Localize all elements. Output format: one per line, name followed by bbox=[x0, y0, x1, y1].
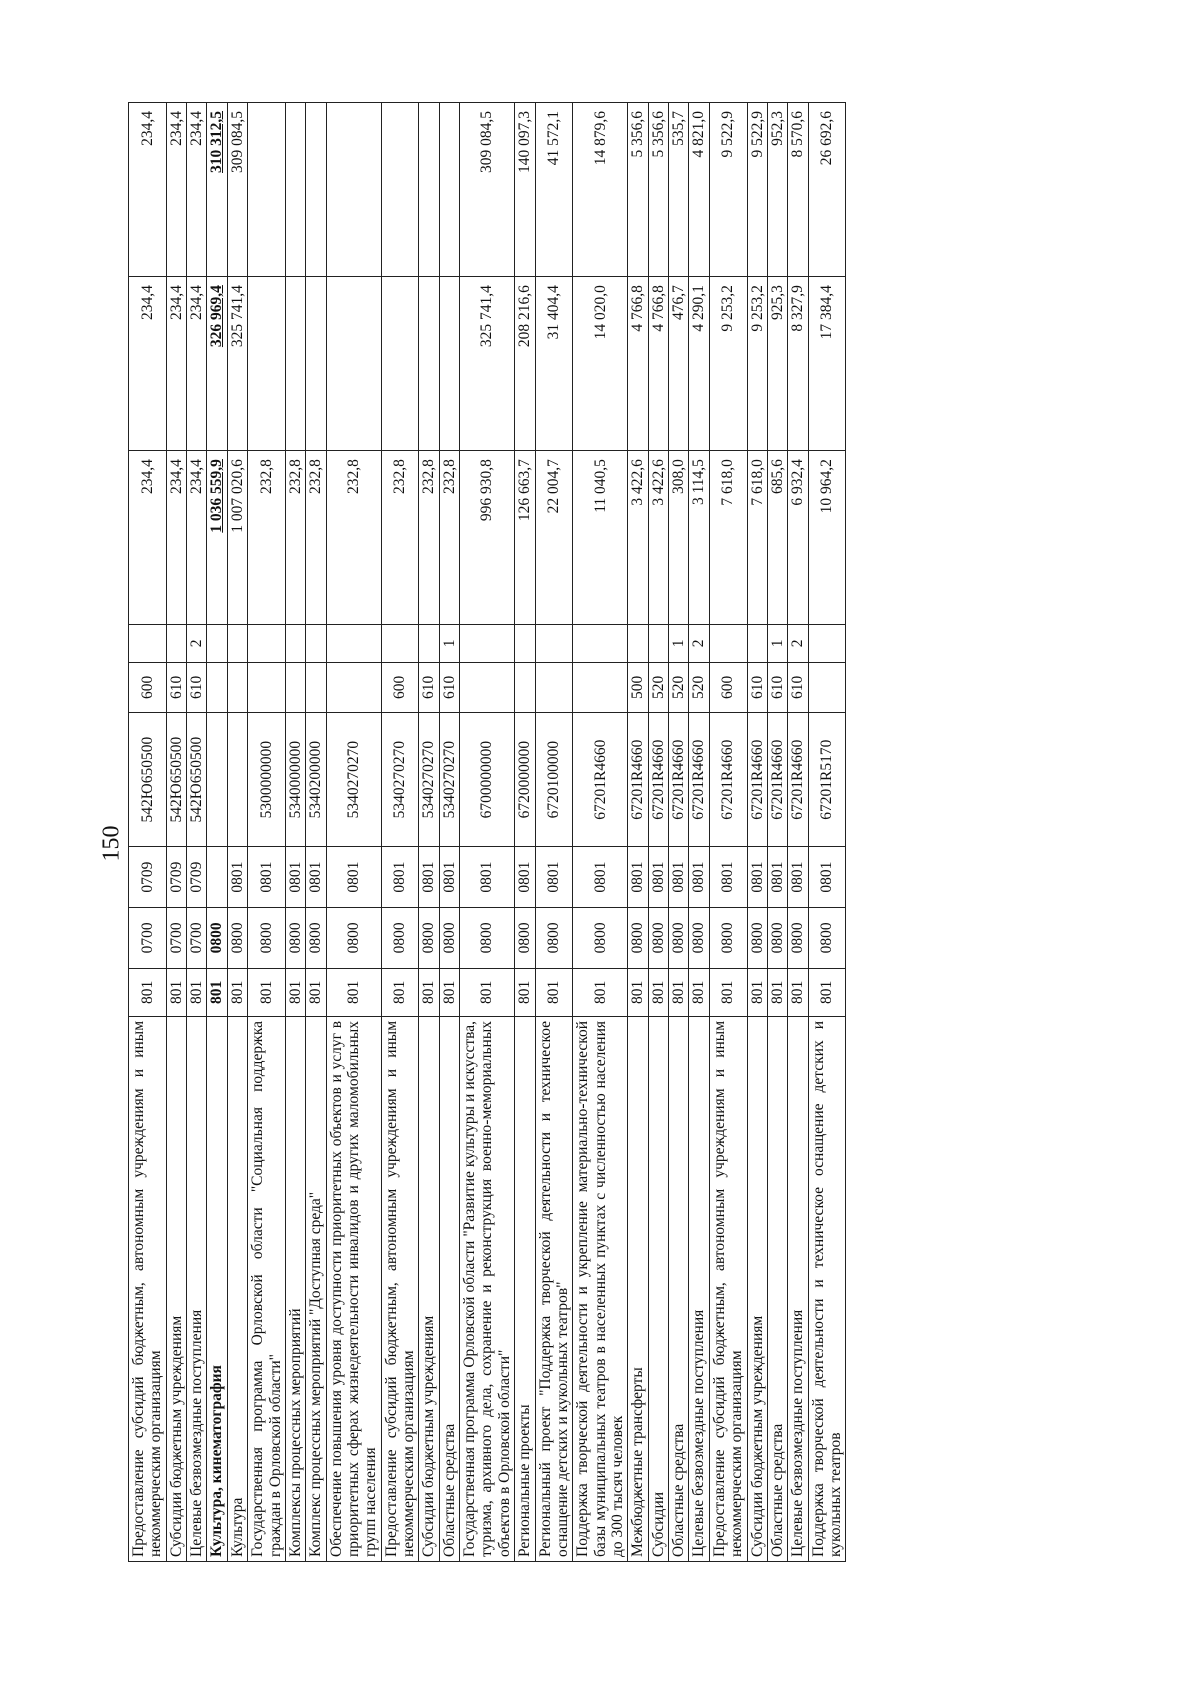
expense-type-cell: 600 bbox=[129, 662, 167, 712]
amount-year2-cell: 4 290,1 bbox=[689, 277, 709, 451]
subsection-code-cell: 0801 bbox=[439, 847, 459, 908]
target-code-cell: 542Ю650500 bbox=[129, 713, 167, 847]
amount-year3-cell bbox=[326, 103, 381, 277]
subsection-code-cell: 0801 bbox=[628, 847, 648, 908]
target-code-cell bbox=[207, 713, 227, 847]
amount-year1-cell: 232,8 bbox=[439, 451, 459, 625]
expense-type-cell: 610 bbox=[419, 662, 439, 712]
subsection-code-cell: 0801 bbox=[248, 847, 286, 908]
target-code-cell: 5340270270 bbox=[419, 713, 439, 847]
source-code-cell bbox=[709, 625, 747, 663]
source-code-cell bbox=[648, 625, 668, 663]
source-code-cell bbox=[808, 625, 846, 663]
table-row bbox=[709, 103, 747, 1562]
admin-code-cell: 801 bbox=[669, 968, 689, 1016]
expense-type-cell bbox=[285, 662, 305, 712]
subsection-code-cell: 0801 bbox=[808, 847, 846, 908]
amount-year3-cell: 234,4 bbox=[129, 103, 167, 277]
target-code-cell: 5340270270 bbox=[439, 713, 459, 847]
source-code-cell bbox=[207, 625, 227, 663]
expense-type-cell: 520 bbox=[648, 662, 668, 712]
subsection-code-cell bbox=[207, 847, 227, 908]
expense-type-cell bbox=[227, 662, 247, 712]
amount-year2-cell: 14 020,0 bbox=[573, 277, 628, 451]
amount-year2-cell: 17 384,4 bbox=[808, 277, 846, 451]
admin-code-cell: 801 bbox=[515, 968, 535, 1016]
amount-year1-cell: 1 036 559,9 bbox=[207, 451, 227, 625]
page-number: 150 bbox=[98, 825, 125, 862]
row-name-cell: Целевые безвозмездные поступления bbox=[187, 1016, 207, 1561]
amount-year3-cell: 309 084,5 bbox=[227, 103, 247, 277]
amount-year1-cell: 6 932,4 bbox=[788, 451, 808, 625]
admin-code-cell: 801 bbox=[166, 968, 186, 1016]
table-row bbox=[285, 103, 305, 1562]
expense-type-cell bbox=[306, 662, 326, 712]
target-code-cell: 67201R4660 bbox=[689, 713, 709, 847]
target-code-cell: 6720000000 bbox=[515, 713, 535, 847]
amount-year3-cell: 140 097,3 bbox=[515, 103, 535, 277]
admin-code-cell: 801 bbox=[709, 968, 747, 1016]
subsection-code-cell: 0801 bbox=[535, 847, 573, 908]
section-code-cell: 0800 bbox=[535, 908, 573, 969]
row-name-cell: Региональный проект "Поддержка творческой деятельности и техническое оснащение детских и кукольных театров" bbox=[535, 1016, 573, 1561]
subsection-code-cell: 0801 bbox=[515, 847, 535, 908]
amount-year1-cell: 232,8 bbox=[285, 451, 305, 625]
target-code-cell: 67201R4660 bbox=[648, 713, 668, 847]
amount-year1-cell: 126 663,7 bbox=[515, 451, 535, 625]
admin-code-cell: 801 bbox=[573, 968, 628, 1016]
source-code-cell: 1 bbox=[767, 625, 787, 663]
amount-year1-cell: 996 930,8 bbox=[460, 451, 515, 625]
amount-year3-cell: 309 084,5 bbox=[460, 103, 515, 277]
expense-type-cell: 500 bbox=[628, 662, 648, 712]
amount-year1-cell: 232,8 bbox=[381, 451, 419, 625]
admin-code-cell: 801 bbox=[788, 968, 808, 1016]
row-name-cell: Субсидии бюджетным учреждениям bbox=[747, 1016, 767, 1561]
table-row bbox=[166, 103, 186, 1562]
source-code-cell bbox=[306, 625, 326, 663]
amount-year1-cell: 10 964,2 bbox=[808, 451, 846, 625]
table-row bbox=[628, 103, 648, 1562]
amount-year2-cell: 476,7 bbox=[669, 277, 689, 451]
source-code-cell bbox=[129, 625, 167, 663]
section-code-cell: 0800 bbox=[227, 908, 247, 969]
section-code-cell: 0800 bbox=[808, 908, 846, 969]
target-code-cell: 67201R4660 bbox=[709, 713, 747, 847]
subsection-code-cell: 0801 bbox=[460, 847, 515, 908]
expense-type-cell: 520 bbox=[669, 662, 689, 712]
amount-year1-cell: 7 618,0 bbox=[709, 451, 747, 625]
target-code-cell: 5340270270 bbox=[381, 713, 419, 847]
row-name-cell: Культура, кинематография bbox=[207, 1016, 227, 1561]
amount-year2-cell: 9 253,2 bbox=[747, 277, 767, 451]
expense-type-cell: 610 bbox=[187, 662, 207, 712]
subsection-code-cell: 0801 bbox=[285, 847, 305, 908]
row-name-cell: Региональные проекты bbox=[515, 1016, 535, 1561]
subsection-code-cell: 0801 bbox=[326, 847, 381, 908]
amount-year2-cell: 4 766,8 bbox=[648, 277, 668, 451]
target-code-cell: 542Ю650500 bbox=[166, 713, 186, 847]
source-code-cell bbox=[573, 625, 628, 663]
row-name-cell: Государственная программа Орловской области "Развитие культуры и искусства, туризма, архивного дела, сохранение и реконструкция военно-мемориальных объектов в Орловской области" bbox=[460, 1016, 515, 1561]
target-code-cell bbox=[227, 713, 247, 847]
expense-type-cell: 600 bbox=[381, 662, 419, 712]
amount-year2-cell bbox=[248, 277, 286, 451]
table-row bbox=[573, 103, 628, 1562]
expense-type-cell: 610 bbox=[166, 662, 186, 712]
expense-type-cell: 520 bbox=[689, 662, 709, 712]
amount-year2-cell bbox=[285, 277, 305, 451]
expense-type-cell: 610 bbox=[788, 662, 808, 712]
subsection-code-cell: 0801 bbox=[747, 847, 767, 908]
amount-year1-cell: 22 004,7 bbox=[535, 451, 573, 625]
source-code-cell: 1 bbox=[669, 625, 689, 663]
amount-year2-cell bbox=[381, 277, 419, 451]
expense-type-cell: 610 bbox=[439, 662, 459, 712]
target-code-cell: 67201R4660 bbox=[628, 713, 648, 847]
row-name-cell: Предоставление субсидий бюджетным, автономным учреждениям и иным некоммерческим организациям bbox=[129, 1016, 167, 1561]
target-code-cell: 542Ю650500 bbox=[187, 713, 207, 847]
section-code-cell: 0800 bbox=[381, 908, 419, 969]
section-code-cell: 0800 bbox=[419, 908, 439, 969]
admin-code-cell: 801 bbox=[648, 968, 668, 1016]
table-row bbox=[788, 103, 808, 1562]
row-name-cell: Субсидии бюджетным учреждениям bbox=[419, 1016, 439, 1561]
target-code-cell: 5300000000 bbox=[248, 713, 286, 847]
table-row bbox=[747, 103, 767, 1562]
amount-year1-cell: 232,8 bbox=[248, 451, 286, 625]
amount-year3-cell: 41 572,1 bbox=[535, 103, 573, 277]
amount-year1-cell: 234,4 bbox=[187, 451, 207, 625]
table-row bbox=[129, 103, 167, 1562]
section-code-cell: 0800 bbox=[460, 908, 515, 969]
row-name-cell: Комплекс процессных мероприятий "Доступная среда" bbox=[306, 1016, 326, 1561]
source-code-cell bbox=[535, 625, 573, 663]
source-code-cell bbox=[166, 625, 186, 663]
amount-year2-cell bbox=[306, 277, 326, 451]
amount-year2-cell: 325 741,4 bbox=[460, 277, 515, 451]
section-code-cell: 0800 bbox=[747, 908, 767, 969]
amount-year1-cell: 3 114,5 bbox=[689, 451, 709, 625]
subsection-code-cell: 0709 bbox=[187, 847, 207, 908]
row-name-cell: Обеспечение повышения уровня доступности приоритетных объектов и услуг в приоритетных сферах жизнедеятельности инвалидов и других маломобильных групп населения bbox=[326, 1016, 381, 1561]
admin-code-cell: 801 bbox=[207, 968, 227, 1016]
admin-code-cell: 801 bbox=[767, 968, 787, 1016]
expense-type-cell bbox=[460, 662, 515, 712]
amount-year3-cell: 9 522,9 bbox=[709, 103, 747, 277]
subsection-code-cell: 0709 bbox=[129, 847, 167, 908]
amount-year1-cell: 234,4 bbox=[129, 451, 167, 625]
target-code-cell: 67201R5170 bbox=[808, 713, 846, 847]
section-code-cell: 0800 bbox=[439, 908, 459, 969]
amount-year2-cell: 326 969,4 bbox=[207, 277, 227, 451]
source-code-cell bbox=[515, 625, 535, 663]
amount-year2-cell: 31 404,4 bbox=[535, 277, 573, 451]
row-name-cell: Комплексы процессных мероприятий bbox=[285, 1016, 305, 1561]
amount-year3-cell: 5 356,6 bbox=[628, 103, 648, 277]
subsection-code-cell: 0801 bbox=[227, 847, 247, 908]
expense-type-cell bbox=[535, 662, 573, 712]
subsection-code-cell: 0801 bbox=[306, 847, 326, 908]
row-name-cell: Государственная программа Орловской области "Социальная поддержка граждан в Орловской области" bbox=[248, 1016, 286, 1561]
amount-year3-cell: 234,4 bbox=[187, 103, 207, 277]
source-code-cell bbox=[227, 625, 247, 663]
row-name-cell: Целевые безвозмездные поступления bbox=[689, 1016, 709, 1561]
amount-year3-cell bbox=[285, 103, 305, 277]
target-code-cell: 6700000000 bbox=[460, 713, 515, 847]
admin-code-cell: 801 bbox=[808, 968, 846, 1016]
amount-year2-cell: 4 766,8 bbox=[628, 277, 648, 451]
amount-year2-cell: 234,4 bbox=[129, 277, 167, 451]
table-row bbox=[381, 103, 419, 1562]
expense-type-cell: 610 bbox=[747, 662, 767, 712]
section-code-cell: 0800 bbox=[285, 908, 305, 969]
table-row bbox=[187, 103, 207, 1562]
table-row bbox=[248, 103, 286, 1562]
amount-year1-cell: 3 422,6 bbox=[628, 451, 648, 625]
table-row bbox=[207, 103, 227, 1562]
expense-type-cell bbox=[326, 662, 381, 712]
amount-year1-cell: 3 422,6 bbox=[648, 451, 668, 625]
table-row bbox=[515, 103, 535, 1562]
source-code-cell bbox=[381, 625, 419, 663]
amount-year3-cell: 234,4 bbox=[166, 103, 186, 277]
admin-code-cell: 801 bbox=[689, 968, 709, 1016]
amount-year3-cell: 8 570,6 bbox=[788, 103, 808, 277]
amount-year3-cell bbox=[306, 103, 326, 277]
admin-code-cell: 801 bbox=[419, 968, 439, 1016]
amount-year1-cell: 308,0 bbox=[669, 451, 689, 625]
admin-code-cell: 801 bbox=[306, 968, 326, 1016]
section-code-cell: 0800 bbox=[326, 908, 381, 969]
target-code-cell: 67201R4660 bbox=[747, 713, 767, 847]
expense-type-cell: 610 bbox=[767, 662, 787, 712]
table-row bbox=[669, 103, 689, 1562]
target-code-cell: 5340200000 bbox=[306, 713, 326, 847]
subsection-code-cell: 0801 bbox=[689, 847, 709, 908]
amount-year3-cell: 310 312,5 bbox=[207, 103, 227, 277]
section-code-cell: 0800 bbox=[669, 908, 689, 969]
target-code-cell: 6720100000 bbox=[535, 713, 573, 847]
row-name-cell: Поддержка творческой деятельности и техническое оснащение детских и кукольных театров bbox=[808, 1016, 846, 1561]
row-name-cell: Межбюджетные трансферты bbox=[628, 1016, 648, 1561]
section-code-cell: 0800 bbox=[248, 908, 286, 969]
row-name-cell: Субсидии бюджетным учреждениям bbox=[166, 1016, 186, 1561]
subsection-code-cell: 0801 bbox=[573, 847, 628, 908]
row-name-cell: Предоставление субсидий бюджетным, автономным учреждениям и иным некоммерческим организациям bbox=[709, 1016, 747, 1561]
target-code-cell: 67201R4660 bbox=[788, 713, 808, 847]
expense-type-cell bbox=[515, 662, 535, 712]
amount-year2-cell: 234,4 bbox=[187, 277, 207, 451]
section-code-cell: 0700 bbox=[166, 908, 186, 969]
table-row bbox=[648, 103, 668, 1562]
admin-code-cell: 801 bbox=[535, 968, 573, 1016]
table-row bbox=[535, 103, 573, 1562]
admin-code-cell: 801 bbox=[628, 968, 648, 1016]
admin-code-cell: 801 bbox=[248, 968, 286, 1016]
amount-year3-cell: 5 356,6 bbox=[648, 103, 668, 277]
row-name-cell: Субсидии bbox=[648, 1016, 668, 1561]
admin-code-cell: 801 bbox=[747, 968, 767, 1016]
section-code-cell: 0700 bbox=[187, 908, 207, 969]
expense-type-cell bbox=[808, 662, 846, 712]
table-row bbox=[460, 103, 515, 1562]
amount-year1-cell: 1 007 020,6 bbox=[227, 451, 247, 625]
table-row bbox=[227, 103, 247, 1562]
source-code-cell: 1 bbox=[439, 625, 459, 663]
admin-code-cell: 801 bbox=[439, 968, 459, 1016]
admin-code-cell: 801 bbox=[187, 968, 207, 1016]
amount-year3-cell: 535,7 bbox=[669, 103, 689, 277]
amount-year2-cell: 9 253,2 bbox=[709, 277, 747, 451]
table-row bbox=[306, 103, 326, 1562]
table-row bbox=[439, 103, 459, 1562]
source-code-cell: 2 bbox=[689, 625, 709, 663]
amount-year3-cell: 4 821,0 bbox=[689, 103, 709, 277]
row-name-cell: Целевые безвозмездные поступления bbox=[788, 1016, 808, 1561]
amount-year1-cell: 232,8 bbox=[326, 451, 381, 625]
row-name-cell: Культура bbox=[227, 1016, 247, 1561]
expense-type-cell bbox=[573, 662, 628, 712]
subsection-code-cell: 0709 bbox=[166, 847, 186, 908]
source-code-cell bbox=[248, 625, 286, 663]
target-code-cell: 67201R4660 bbox=[573, 713, 628, 847]
section-code-cell: 0800 bbox=[306, 908, 326, 969]
admin-code-cell: 801 bbox=[129, 968, 167, 1016]
source-code-cell bbox=[326, 625, 381, 663]
amount-year2-cell: 325 741,4 bbox=[227, 277, 247, 451]
section-code-cell: 0800 bbox=[515, 908, 535, 969]
section-code-cell: 0700 bbox=[129, 908, 167, 969]
source-code-cell bbox=[460, 625, 515, 663]
amount-year2-cell: 208 216,6 bbox=[515, 277, 535, 451]
budget-table-container bbox=[128, 102, 1058, 1562]
row-name-cell: Областные средства bbox=[767, 1016, 787, 1561]
table-row bbox=[767, 103, 787, 1562]
amount-year3-cell: 9 522,9 bbox=[747, 103, 767, 277]
amount-year2-cell: 8 327,9 bbox=[788, 277, 808, 451]
table-row bbox=[419, 103, 439, 1562]
section-code-cell: 0800 bbox=[709, 908, 747, 969]
target-code-cell: 67201R4660 bbox=[669, 713, 689, 847]
section-code-cell: 0800 bbox=[573, 908, 628, 969]
source-code-cell: 2 bbox=[187, 625, 207, 663]
row-name-cell: Предоставление субсидий бюджетным, автономным учреждениям и иным некоммерческим организациям bbox=[381, 1016, 419, 1561]
table-row bbox=[326, 103, 381, 1562]
amount-year2-cell bbox=[439, 277, 459, 451]
amount-year1-cell: 7 618,0 bbox=[747, 451, 767, 625]
amount-year3-cell bbox=[419, 103, 439, 277]
row-name-cell: Поддержка творческой деятельности и укрепление материально-технической базы муниципальных театров в населенных пунктах с численностью населения до 300 тысяч человек bbox=[573, 1016, 628, 1561]
amount-year1-cell: 232,8 bbox=[306, 451, 326, 625]
target-code-cell: 5340000000 bbox=[285, 713, 305, 847]
expense-type-cell bbox=[207, 662, 227, 712]
amount-year3-cell bbox=[248, 103, 286, 277]
expense-type-cell: 600 bbox=[709, 662, 747, 712]
amount-year1-cell: 685,6 bbox=[767, 451, 787, 625]
target-code-cell: 67201R4660 bbox=[767, 713, 787, 847]
subsection-code-cell: 0801 bbox=[788, 847, 808, 908]
subsection-code-cell: 0801 bbox=[709, 847, 747, 908]
source-code-cell bbox=[747, 625, 767, 663]
row-name-cell: Областные средства bbox=[439, 1016, 459, 1561]
section-code-cell: 0800 bbox=[207, 908, 227, 969]
row-name-cell: Областные средства bbox=[669, 1016, 689, 1561]
section-code-cell: 0800 bbox=[767, 908, 787, 969]
admin-code-cell: 801 bbox=[381, 968, 419, 1016]
subsection-code-cell: 0801 bbox=[767, 847, 787, 908]
admin-code-cell: 801 bbox=[227, 968, 247, 1016]
subsection-code-cell: 0801 bbox=[419, 847, 439, 908]
amount-year2-cell: 234,4 bbox=[166, 277, 186, 451]
source-code-cell bbox=[419, 625, 439, 663]
admin-code-cell: 801 bbox=[460, 968, 515, 1016]
amount-year3-cell: 952,3 bbox=[767, 103, 787, 277]
subsection-code-cell: 0801 bbox=[669, 847, 689, 908]
source-code-cell bbox=[285, 625, 305, 663]
amount-year1-cell: 11 040,5 bbox=[573, 451, 628, 625]
table-body bbox=[129, 103, 846, 1562]
amount-year2-cell bbox=[419, 277, 439, 451]
expense-type-cell bbox=[248, 662, 286, 712]
admin-code-cell: 801 bbox=[285, 968, 305, 1016]
amount-year2-cell: 925,3 bbox=[767, 277, 787, 451]
amount-year2-cell bbox=[326, 277, 381, 451]
source-code-cell: 2 bbox=[788, 625, 808, 663]
amount-year1-cell: 234,4 bbox=[166, 451, 186, 625]
budget-table bbox=[128, 102, 846, 1562]
section-code-cell: 0800 bbox=[689, 908, 709, 969]
section-code-cell: 0800 bbox=[788, 908, 808, 969]
subsection-code-cell: 0801 bbox=[381, 847, 419, 908]
target-code-cell: 5340270270 bbox=[326, 713, 381, 847]
amount-year3-cell bbox=[439, 103, 459, 277]
subsection-code-cell: 0801 bbox=[648, 847, 668, 908]
amount-year3-cell bbox=[381, 103, 419, 277]
table-row bbox=[808, 103, 846, 1562]
amount-year3-cell: 26 692,6 bbox=[808, 103, 846, 277]
table-row bbox=[689, 103, 709, 1562]
section-code-cell: 0800 bbox=[628, 908, 648, 969]
amount-year3-cell: 14 879,6 bbox=[573, 103, 628, 277]
source-code-cell bbox=[628, 625, 648, 663]
admin-code-cell: 801 bbox=[326, 968, 381, 1016]
amount-year1-cell: 232,8 bbox=[419, 451, 439, 625]
section-code-cell: 0800 bbox=[648, 908, 668, 969]
